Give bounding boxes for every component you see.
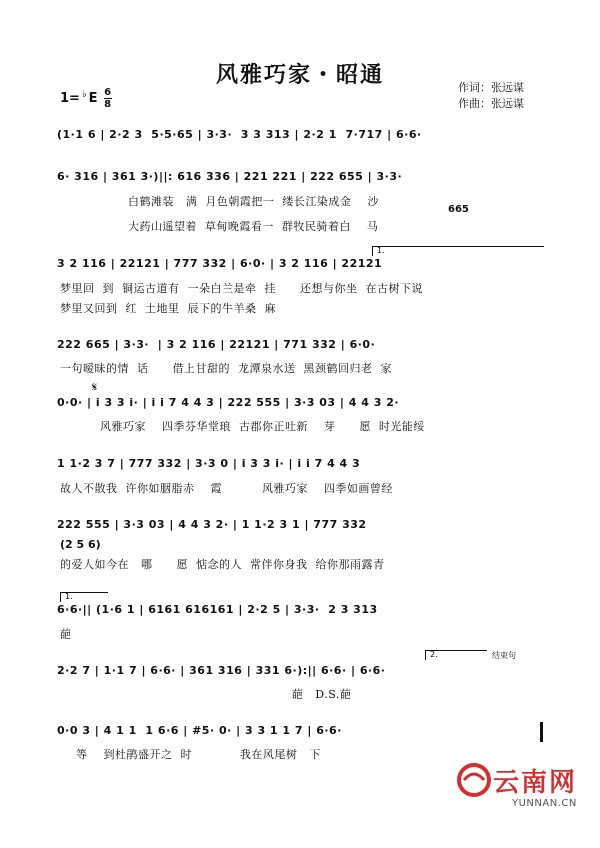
watermark-text: 云南网	[493, 768, 578, 798]
lyric-row-4: 一句暧昧的情 话 借上甘甜的 龙潭泉水送 黑颈鹤回归老 家	[60, 362, 392, 375]
watermark-sub: YUNNAN.CN	[512, 798, 577, 809]
score-row-1: (1·1 6 | 2·2 3 5·5·65 | 3·3· 3 3 313 | 2·2 1 7·717 | 6·6·	[57, 128, 422, 141]
key-note: E	[88, 91, 98, 106]
key-prefix: 1=	[60, 91, 80, 106]
score-row-2: 6· 316 | 361 3·)||: 616 336 | 221 221 | 222 655 | 3·3·	[57, 170, 403, 183]
ending-tag: 结束句	[492, 651, 516, 660]
volta-1b-hook	[60, 592, 61, 602]
flat-sign: ♭	[81, 89, 87, 100]
yunnan-logo-icon	[456, 762, 492, 798]
lyric-row-2b: 大药山遥望着 草甸晚霞看一 群牧民骑着白 马	[60, 220, 379, 233]
meter-bottom: 8	[104, 99, 112, 110]
lyric-row-5: 风雅巧家 四季芬华堂琅 古郡你正吐新 芽 愿 时光能绥	[60, 420, 425, 433]
alt-notes-256: (2 5 6)	[60, 538, 101, 551]
volta-1-label: 1.	[377, 246, 385, 255]
meter-top: 6	[104, 87, 112, 98]
time-signature	[104, 88, 112, 109]
score-row-7: 222 555 | 3·3 03 | 4 4 3 2· | 1 1·2 3 1 | 777 332	[57, 518, 367, 531]
volta-1b-label: 1.	[65, 592, 73, 601]
lyric-row-7: 的爱人如今在 哪 愿 惦念的人 常伴你身我 给你那雨露青	[60, 558, 385, 571]
segno-sign: 𝄋	[92, 380, 98, 394]
score-row-4: 222 665 | 3·3· | 3 2 116 | 22121 | 771 332 | 6·0·	[57, 338, 376, 351]
credits	[458, 80, 524, 112]
lyric-row-3b: 梦里又回到 红 土地里 辰下的牛羊桑 麻	[60, 302, 276, 315]
score-row-10: 0·0 3 | 4 1 1 1 6·6 | #5· 0· | 3 3 1 1 7 | 6·6·	[57, 724, 342, 737]
yunnan-watermark	[456, 758, 596, 830]
lyricist-credit: 作词：张远谋	[458, 81, 524, 94]
volta-2-hook	[425, 650, 426, 660]
above-notes-665: 665	[448, 204, 469, 215]
score-row-6: 1 1·2 3 7 | 777 332 | 3·3 0 | i 3 3 i· | i i 7 4 4 3	[57, 457, 361, 470]
lyric-row-2a: 白鹤滩装 满 月色朝霞把一 缕长江染成金 沙	[60, 195, 379, 208]
lyric-row-10: 等 到杜鹃盛开之 时 我在风尾树 下	[60, 748, 321, 761]
lyric-row-6: 故人不散我 许你如胭脂赤 霞 风雅巧家 四季如画曾经	[60, 482, 393, 495]
score-row-3: 3 2 116 | 22121 | 777 332 | 6·0· | 3 2 116 | 22121	[57, 257, 383, 270]
volta-1-hook	[372, 246, 373, 256]
song-title: 风雅巧家・昭通	[215, 62, 384, 88]
key-signature	[60, 88, 112, 109]
volta-2-label: 2.	[430, 650, 438, 659]
score-row-8: 6·6·|| (1·6 1 | 6161 616161 | 2·2 5 | 3·3· 2 3 313	[57, 603, 378, 616]
lyric-row-9: 葩 D.S.葩	[60, 688, 352, 701]
lyric-row-8: 葩	[60, 628, 72, 641]
final-barline	[540, 722, 543, 742]
lyric-row-3a: 梦里回 到 铜运古道有 一朵白兰是牵 挂 还想与你坐 在古树下说	[60, 282, 423, 295]
score-row-5: 0·0· | i 3 3 i· | i i 7 4 4 3 | 222 555 | 3·3 03 | 4 4 3 2·	[57, 396, 400, 409]
composer-credit: 作曲：张远谋	[458, 97, 524, 110]
score-row-9: 2·2 7 | 1·1 7 | 6·6· | 361 316 | 331 6·):|| 6·6· | 6·6·	[57, 664, 386, 677]
volta-1-line	[372, 246, 544, 247]
